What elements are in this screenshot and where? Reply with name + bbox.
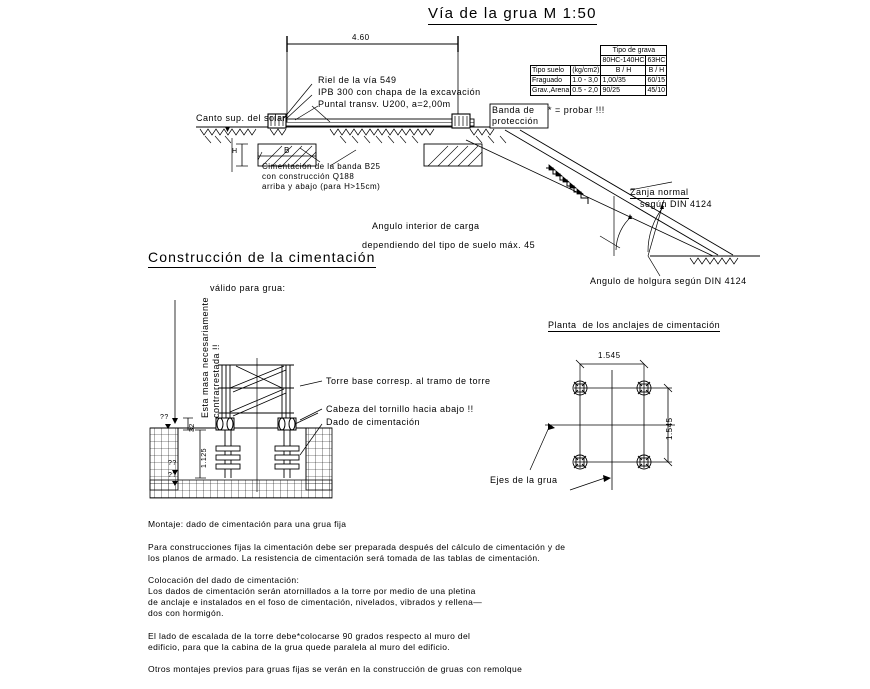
label-footing-line1: Cimentación de la banda B25 xyxy=(262,162,381,171)
note-para4-line1: Otros montajes previos para gruas fijas se verán en la construcción de gruas con remolque xyxy=(148,664,523,674)
gravel-type-table xyxy=(530,45,667,96)
label-strut: Puntal transv. U200, a=2,00m xyxy=(318,99,451,109)
table-unit-header: (kg/cm2) xyxy=(572,67,600,74)
label-crane-axes: Ejes de la grua xyxy=(490,475,558,485)
label-clearance-angle: Angulo de holgura según DIN 4124 xyxy=(590,276,747,286)
anchor-plan-detail xyxy=(530,360,675,490)
label-load-angle-line2: dependiendo del tipo de suelo máx. 45 xyxy=(362,240,536,250)
table-cell-c2: 45/10 xyxy=(647,87,666,94)
table-header-gravel-type: Tipo de grava xyxy=(601,46,667,56)
section-title-foundation: Construcción de la cimentación xyxy=(148,250,376,268)
label-protection-band-line1: Banda de xyxy=(492,105,535,115)
table-row-label-header: Tipo suelo xyxy=(531,66,571,76)
label-footing-line3: arriba y abajo (para H>15cm) xyxy=(262,182,381,191)
label-valid-for-crane: válido para grua: xyxy=(210,283,286,293)
note-para2-line4: dos con hormigón. xyxy=(148,608,224,618)
label-top-edge: Canto sup. del solar xyxy=(196,113,287,123)
qmark-level-2: ?? xyxy=(168,460,177,467)
table-cell-label: Fraguado xyxy=(531,76,571,86)
note-para3-line2: edificio, para que la cabina de la grua quede paralela al muro del edificio. xyxy=(148,642,451,652)
dimension-1125: 1.125 xyxy=(201,447,208,468)
label-footing-line2: con construcción Q188 xyxy=(262,172,355,181)
note-para2-line1: Colocación del dado de cimentación: xyxy=(148,575,300,585)
label-trench-line2: según DIN 4124 xyxy=(640,199,713,209)
foundation-construction-detail xyxy=(150,300,332,498)
label-load-angle-line1: Angulo interior de carga xyxy=(372,221,480,231)
page-title: Vía de la grua M 1:50 xyxy=(428,6,597,25)
table-col-header-0: 80HC-140HC xyxy=(602,57,645,64)
note-para1-line2: los planos de armado. La resistencia de cimentación será tomada de las tablas de cimentación. xyxy=(148,553,541,563)
label-base-tower: Torre base corresp. al tramo de torre xyxy=(326,376,491,386)
label-mass-note-line2: contrarrestada !! xyxy=(211,343,221,418)
table-cell-range: 0.5 - 2,0 xyxy=(571,86,601,96)
table-blank-1 xyxy=(531,46,571,56)
table-cell-label: Grav.,Arena xyxy=(532,87,570,94)
table-subheader-1: B / H xyxy=(646,66,667,76)
dimension-span-460: 4.60 xyxy=(352,33,370,42)
table-cell-range: 1.0 - 3,0 xyxy=(571,76,601,86)
qmark-level-3: ?? xyxy=(168,472,177,479)
label-foundation-block: Dado de cimentación xyxy=(326,417,421,427)
trench-slope-geometry xyxy=(466,130,760,276)
label-band-note: * = probar !!! xyxy=(548,105,605,115)
label-rail: Riel de la vía 549 xyxy=(318,75,397,85)
table-blank-3 xyxy=(531,56,571,66)
note-para2-line2: Los dados de cimentación serán atornillados a la torre por medio de una pletina xyxy=(148,586,476,596)
dimension-32: 32 xyxy=(189,423,196,432)
table-cell-c2: 60/15 xyxy=(647,77,666,84)
table-blank-2 xyxy=(571,46,601,56)
note-montaje: Montaje: dado de cimentación para una grua fija xyxy=(148,519,347,529)
note-para3-line1: El lado de escalada de la torre debe*colocarse 90 grados respecto al muro del xyxy=(148,631,471,641)
table-blank-4 xyxy=(571,56,601,66)
label-beam: IPB 300 con chapa de la excavación xyxy=(318,87,481,97)
label-bolt-head: Cabeza del tornillo hacia abajo !! xyxy=(326,404,474,414)
table-cell-c1: 1,00/35 xyxy=(601,76,646,86)
table-subheader-0: B / H xyxy=(601,66,646,76)
note-para1-line1: Para construcciones fijas la cimentación debe ser preparada después del cálculo de cimentación y de xyxy=(148,542,566,552)
qmark-level-1: ?? xyxy=(160,414,169,421)
note-para2-line3: de anclaje e instalados en el foso de cimentación, nivelados, vibrados y rellena— xyxy=(148,597,483,607)
dimension-H: H xyxy=(232,148,238,155)
table-row xyxy=(531,86,667,96)
label-mass-note-line1: Esta masa necesariamente xyxy=(200,296,210,418)
label-trench-line1: Zanja normal xyxy=(630,187,689,199)
label-protection-band-line2: protección xyxy=(492,116,539,126)
table-cell-c1: 90/25 xyxy=(601,86,646,96)
plan-dimension-vertical: 1.545 xyxy=(665,417,674,440)
table-col-header-1: 63HC xyxy=(647,57,666,64)
table-row xyxy=(531,76,667,86)
plan-title: Planta de los anclajes de cimentación xyxy=(548,320,720,332)
dimension-B: B xyxy=(284,146,290,155)
plan-dimension-horizontal: 1.545 xyxy=(598,351,621,360)
